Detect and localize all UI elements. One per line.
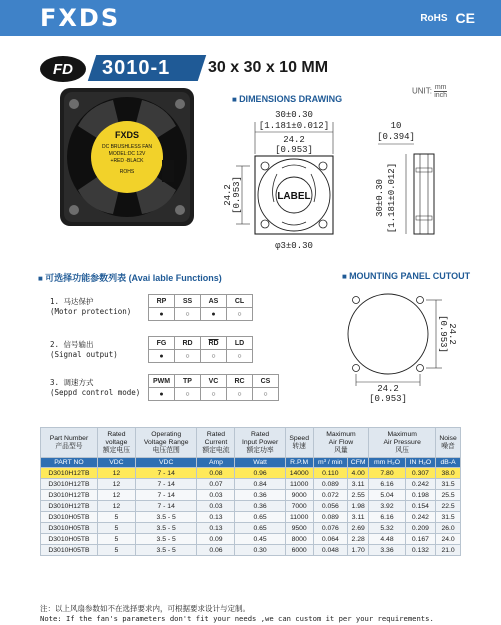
fan-label-line3: +RED -BLACK: [110, 158, 144, 164]
hdr-air-pressure: [369, 428, 436, 458]
speed-col-rc: RC: [227, 375, 253, 388]
unit-den: inch: [434, 92, 448, 99]
hdr-rated-voltage-cn: 额定电压: [102, 446, 130, 454]
signal-mark-rd-bar: ○: [201, 350, 227, 363]
signal-mark-rd: ○: [175, 350, 201, 363]
table-cell: 0.84: [235, 479, 285, 490]
spec-table: [40, 427, 461, 556]
dim-hole-pitch-in: [0.953]: [275, 145, 313, 155]
table-cell: 5: [97, 523, 135, 534]
hdr-air-pressure-cn: 风压: [395, 446, 409, 454]
table-cell: 7.80: [369, 468, 405, 479]
hdr-rated-power-1: Rated: [251, 430, 270, 438]
dim-height: 30±0.30: [375, 179, 385, 217]
speed-label-cn: 3. 调速方式: [50, 378, 94, 387]
signal-mark-ld: ○: [227, 350, 253, 363]
table-cell: 24.0: [436, 534, 461, 545]
table-cell: 5: [97, 512, 135, 523]
table-cell: 0.65: [235, 512, 285, 523]
speed-mark-vc: ○: [201, 388, 227, 401]
model-dimensions: 30 x 30 x 10 MM: [208, 59, 329, 76]
brand-logo: FXDS: [40, 4, 121, 32]
table-cell: 11000: [285, 479, 313, 490]
table-cell: 3.5 - 5: [135, 512, 197, 523]
table-cell: 11000: [285, 512, 313, 523]
dim-side-hole-pitch-in: [0.953]: [232, 176, 242, 214]
fan-photo: [58, 86, 196, 228]
table-cell: 0.154: [405, 501, 435, 512]
table-cell: 2.55: [348, 490, 369, 501]
unit-part-no: PART NO: [41, 458, 98, 468]
hdr-rated-voltage-2: voltage: [105, 438, 128, 446]
hdr-rated-power-2: Input Power: [241, 438, 279, 446]
table-cell: 0.242: [405, 479, 435, 490]
model-number: 3010-1: [102, 57, 171, 79]
table-cell: 0.242: [405, 512, 435, 523]
hdr-speed-en: Speed: [289, 434, 309, 442]
table-cell: 0.089: [313, 512, 347, 523]
dimensions-title: ■ DIMENSIONS DRAWING: [232, 94, 342, 104]
table-cell: 2.28: [348, 534, 369, 545]
motor-protection-label: [50, 297, 131, 317]
table-cell: 5.32: [369, 523, 405, 534]
table-cell: 0.110: [313, 468, 347, 479]
table-cell: 3.11: [348, 479, 369, 490]
table-cell: 0.13: [197, 512, 235, 523]
table-cell: 12: [97, 479, 135, 490]
table-cell: 26.0: [436, 523, 461, 534]
mounting-cutout-drawing: [338, 286, 464, 406]
signal-output-table: [148, 336, 253, 363]
table-cell: 7 - 14: [135, 490, 197, 501]
table-row: [41, 490, 461, 501]
unit-cfm: CFM: [348, 458, 369, 468]
table-cell: 0.03: [197, 501, 235, 512]
table-cell: 0.45: [235, 534, 285, 545]
table-row: [41, 534, 461, 545]
table-cell: 0.08: [197, 468, 235, 479]
rohs-mark: RoHS: [420, 12, 448, 24]
table-cell: 0.96: [235, 468, 285, 479]
motor-label-cn: 1. 马达保护: [50, 297, 94, 306]
hdr-air-flow-cn: 风量: [334, 446, 348, 454]
table-cell: 38.0: [436, 468, 461, 479]
signal-output-label: [50, 340, 118, 360]
table-cell: 0.076: [313, 523, 347, 534]
speed-mark-cs: ○: [253, 388, 279, 401]
table-cell: 8000: [285, 534, 313, 545]
table-cell: 31.5: [436, 512, 461, 523]
header-bar: [0, 0, 501, 36]
dim-front-width: 30±0.30: [275, 110, 313, 120]
table-cell: 31.5: [436, 479, 461, 490]
table-cell: 3.5 - 5: [135, 523, 197, 534]
hdr-rated-current-1: Rated: [206, 430, 226, 438]
signal-col-fg: FG: [149, 337, 175, 350]
table-cell: 0.209: [405, 523, 435, 534]
table-cell: D3010H12TB: [41, 468, 98, 479]
dim-side-hole-pitch: 24.2: [223, 184, 233, 206]
hdr-air-pressure-1: Maximum: [387, 430, 417, 438]
table-cell: 5: [97, 534, 135, 545]
table-cell: 1.98: [348, 501, 369, 512]
table-cell: D3010H12TB: [41, 490, 98, 501]
motor-col-cl: CL: [227, 295, 253, 308]
unit-fraction: [434, 84, 447, 99]
hdr-noise-cn: 噪音: [441, 442, 455, 450]
unit-dba: dB-A: [436, 458, 461, 468]
table-cell: 0.30: [235, 545, 285, 556]
speed-col-vc: VC: [201, 375, 227, 388]
hdr-rated-current: [197, 428, 235, 458]
table-cell: 0.056: [313, 501, 347, 512]
motor-mark-rp: ●: [149, 308, 175, 321]
unit-mmh2o: mm H₂O: [369, 458, 405, 468]
unit-num: mm: [434, 84, 447, 91]
dim-height-in: [1.181±0.012]: [387, 162, 397, 234]
table-cell: 0.36: [235, 501, 285, 512]
hdr-part-number: [41, 428, 98, 458]
unit-label: UNIT:: [412, 86, 432, 96]
signal-label-cn: 2. 信号输出: [50, 340, 94, 349]
table-cell: 5.04: [369, 490, 405, 501]
hdr-air-pressure-2: Air Pressure: [383, 438, 421, 446]
speed-col-pwm: PWM: [149, 375, 175, 388]
table-cell: 0.36: [235, 490, 285, 501]
motor-mark-ss: ○: [175, 308, 201, 321]
table-row: [41, 512, 461, 523]
signal-col-ld: LD: [227, 337, 253, 350]
table-cell: 9500: [285, 523, 313, 534]
table-cell: 7 - 14: [135, 468, 197, 479]
hdr-rated-current-2: Current: [204, 438, 228, 446]
hdr-air-flow-1: Maximum: [326, 430, 356, 438]
table-cell: 3.36: [369, 545, 405, 556]
speed-mark-tp: ○: [175, 388, 201, 401]
hdr-operating-voltage-2: Voltage Range: [143, 438, 189, 446]
table-cell: 9000: [285, 490, 313, 501]
table-cell: 0.13: [197, 523, 235, 534]
speed-control-table: [148, 374, 279, 401]
fan-label-line4: ROHS: [119, 169, 135, 175]
dim-front-width-in: [1.181±0.012]: [258, 121, 330, 131]
table-cell: 0.307: [405, 468, 435, 479]
motor-label-en: (Motor protection): [50, 307, 132, 316]
table-cell: 0.09: [197, 534, 235, 545]
table-cell: 0.048: [313, 545, 347, 556]
note-cn: 注：以上风扇参数如不在选择要求内，可根据要求设计与定制。: [40, 604, 250, 613]
hdr-operating-voltage: [135, 428, 197, 458]
table-cell: 4.48: [369, 534, 405, 545]
hdr-rated-voltage: [97, 428, 135, 458]
mount-dim-h-in: [0.953]: [369, 394, 407, 404]
motor-col-ss: SS: [175, 295, 201, 308]
mount-dim-v: 24.2: [447, 323, 457, 345]
table-cell: 7 - 14: [135, 501, 197, 512]
table-cell: 0.167: [405, 534, 435, 545]
hdr-part-number-cn: 产品型号: [55, 442, 83, 450]
hdr-speed-cn: 转速: [292, 442, 306, 450]
unit-indicator: [412, 84, 447, 99]
table-cell: 14000: [285, 468, 313, 479]
drawing-label: LABEL: [277, 191, 311, 202]
unit-vdc-range: VDC: [135, 458, 197, 468]
table-cell: 5: [97, 545, 135, 556]
hdr-part-number-en: Part Number: [49, 434, 89, 442]
functions-title: ■ 可选择功能参数列表 (Avai lable Functions): [38, 271, 222, 284]
fan-label-line1: DC BRUSHLESS FAN: [101, 144, 153, 150]
table-cell: 2.69: [348, 523, 369, 534]
mount-dim-h: 24.2: [377, 384, 399, 394]
table-cell: 0.06: [197, 545, 235, 556]
speed-mark-rc: ○: [227, 388, 253, 401]
table-cell: 0.072: [313, 490, 347, 501]
speed-label-en: (Seppd control mode): [50, 388, 141, 397]
motor-mark-cl: ○: [227, 308, 253, 321]
table-cell: 0.07: [197, 479, 235, 490]
table-cell: 3.5 - 5: [135, 545, 197, 556]
table-cell: 0.198: [405, 490, 435, 501]
hdr-air-flow-2: Air Flow: [328, 438, 354, 446]
hdr-rated-power: [235, 428, 285, 458]
table-cell: D3010H12TB: [41, 479, 98, 490]
table-cell: 3.11: [348, 512, 369, 523]
dim-depth: 10: [390, 121, 402, 131]
table-cell: 6.16: [369, 479, 405, 490]
signal-label-en: (Signal output): [50, 350, 118, 359]
table-cell: D3010H05TB: [41, 512, 98, 523]
table-cell: D3010H05TB: [41, 534, 98, 545]
table-cell: 4.00: [348, 468, 369, 479]
motor-protection-table: [148, 294, 253, 321]
note-en: Note: If the fan's parameters don't fit your needs ,we can custom it per your requirements.: [40, 614, 434, 623]
table-cell: D3010H05TB: [41, 523, 98, 534]
spec-table-body: [41, 468, 461, 556]
dim-depth-in: [0.394]: [377, 132, 415, 142]
motor-mark-as: ●: [201, 308, 227, 321]
mounting-title: ■ MOUNTING PANEL CUTOUT: [342, 271, 470, 281]
side-view-drawing: [374, 118, 464, 248]
table-row: [41, 545, 461, 556]
table-cell: D3010H05TB: [41, 545, 98, 556]
table-cell: 0.064: [313, 534, 347, 545]
table-cell: 0.089: [313, 479, 347, 490]
hdr-air-flow: [313, 428, 369, 458]
unit-amp: Amp: [197, 458, 235, 468]
table-cell: 1.70: [348, 545, 369, 556]
hdr-operating-voltage-cn: 电压范围: [152, 446, 180, 454]
table-cell: 0.65: [235, 523, 285, 534]
signal-col-rd-bar: [201, 337, 227, 350]
table-cell: 12: [97, 501, 135, 512]
table-cell: 3.5 - 5: [135, 534, 197, 545]
hdr-noise-en: Noise: [439, 434, 457, 442]
speed-control-label: [50, 378, 140, 398]
table-cell: 3.92: [369, 501, 405, 512]
signal-mark-fg: ●: [149, 350, 175, 363]
signal-col-rd: RD: [175, 337, 201, 350]
motor-col-as: AS: [201, 295, 227, 308]
table-cell: 6000: [285, 545, 313, 556]
speed-col-tp: TP: [175, 375, 201, 388]
table-cell: 21.0: [436, 545, 461, 556]
hdr-operating-voltage-1: Operating: [151, 430, 182, 438]
table-cell: 12: [97, 468, 135, 479]
table-cell: D3010H12TB: [41, 501, 98, 512]
table-cell: 7000: [285, 501, 313, 512]
unit-m3min: m³ / min: [313, 458, 347, 468]
ce-mark: CE: [455, 10, 475, 26]
table-cell: 12: [97, 490, 135, 501]
unit-watt: Watt: [235, 458, 285, 468]
speed-mark-pwm: ●: [149, 388, 175, 401]
table-row: [41, 501, 461, 512]
table-cell: 22.5: [436, 501, 461, 512]
table-row: [41, 523, 461, 534]
table-cell: 7 - 14: [135, 479, 197, 490]
speed-col-cs: CS: [253, 375, 279, 388]
fan-label-brand: FXDS: [114, 130, 140, 140]
hdr-rated-current-cn: 额定电流: [202, 446, 230, 454]
fan-label-line2: MODEL:DC 12V: [108, 151, 146, 157]
hdr-rated-power-cn: 额定功率: [246, 446, 274, 454]
unit-inh2o: IN H₂O: [405, 458, 435, 468]
front-view-drawing: [222, 104, 362, 254]
dim-hole-pitch: 24.2: [283, 135, 305, 145]
unit-vdc-rated: VDC: [97, 458, 135, 468]
table-row: [41, 479, 461, 490]
table-cell: 0.132: [405, 545, 435, 556]
fd-badge: FD: [40, 56, 86, 82]
mount-dim-v-in: [0.953]: [438, 315, 448, 353]
table-cell: 25.5: [436, 490, 461, 501]
signal-col-rd-bar-text: $\overline{RD}$: [208, 339, 219, 347]
dim-hole-dia: φ3±0.30: [275, 241, 313, 251]
hdr-speed: [285, 428, 313, 458]
hdr-noise: [436, 428, 461, 458]
hdr-rated-voltage-1: Rated: [107, 430, 126, 438]
motor-col-rp: RP: [149, 295, 175, 308]
table-cell: 0.03: [197, 490, 235, 501]
certifications: [420, 10, 475, 26]
table-row: [41, 468, 461, 479]
unit-rpm: R.P.M: [285, 458, 313, 468]
table-cell: 6.16: [369, 512, 405, 523]
